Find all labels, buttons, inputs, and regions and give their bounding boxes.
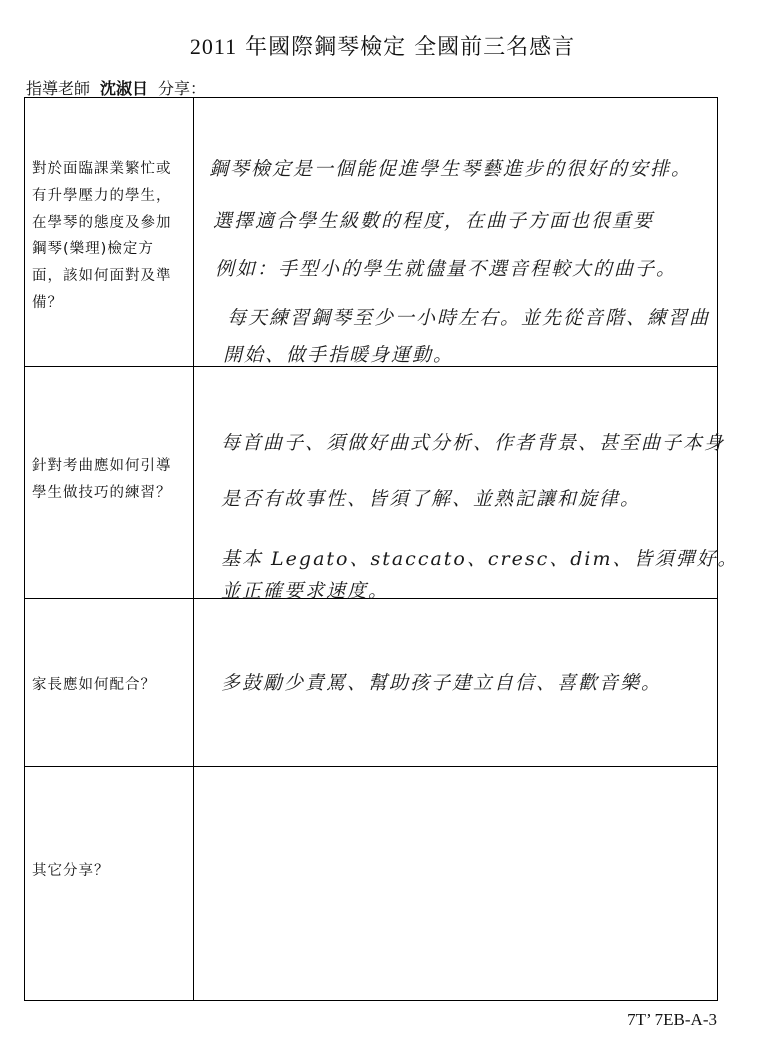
title-text: 年國際鋼琴檢定 全國前三名感言 bbox=[245, 35, 576, 60]
answer-line: 並正確要求速度。 bbox=[221, 580, 390, 602]
answer-cell-2 bbox=[203, 366, 739, 602]
answer-line: 每天練習鋼琴至少一小時左右。並先從音階、練習曲 bbox=[227, 307, 711, 329]
question-cell-3 bbox=[25, 672, 193, 699]
teacher-line bbox=[26, 76, 206, 99]
answer-line: 是否有故事性、皆須了解、並熟記讓和旋律。 bbox=[221, 488, 642, 510]
teacher-name: 沈淑日 bbox=[100, 79, 149, 98]
answer-cell-3 bbox=[203, 598, 711, 766]
answer-line: 開始、做手指暖身運動。 bbox=[223, 344, 455, 366]
share-label: 分享： bbox=[158, 79, 207, 98]
question-cell-1 bbox=[25, 156, 193, 317]
document-code: 7T’ 7EB-A-3 bbox=[627, 1010, 717, 1029]
answer-line: 每首曲子、須做好曲式分析、作者背景、甚至曲子本身 bbox=[221, 432, 726, 454]
answer-line: 例如：手型小的學生就儘量不選音程較大的曲子。 bbox=[215, 258, 678, 280]
question-text-1: 對於面臨課業繁忙或有升學壓力的學生，在學琴的態度及參加鋼琴(樂理)檢定方面，該如何面對及準備？ bbox=[32, 161, 172, 312]
answer-cell-4 bbox=[203, 766, 711, 1002]
column-divider bbox=[193, 98, 194, 1000]
question-cell-4 bbox=[25, 858, 193, 885]
teacher-label: 指導老師 bbox=[26, 79, 91, 98]
answer-line: 鋼琴檢定是一個能促進學生琴藝進步的很好的安排。 bbox=[209, 158, 693, 180]
answer-line: 多鼓勵少責罵、幫助孩子建立自信、喜歡音樂。 bbox=[221, 672, 663, 694]
question-text-3: 家長應如何配合？ bbox=[32, 677, 156, 693]
question-text-4: 其它分享？ bbox=[32, 863, 110, 879]
answer-cell-1 bbox=[203, 98, 711, 366]
page-title bbox=[0, 30, 765, 61]
question-cell-2 bbox=[25, 453, 193, 507]
interview-form bbox=[24, 97, 739, 1001]
title-year: 2011 bbox=[189, 34, 238, 59]
answer-line: 基本 Legato、staccato、cresc、dim、皆須彈好。 bbox=[221, 548, 739, 570]
question-text-2: 針對考曲應如何引導學生做技巧的練習？ bbox=[32, 458, 172, 501]
answer-line: 選擇適合學生級數的程度，在曲子方面也很重要 bbox=[213, 210, 655, 232]
